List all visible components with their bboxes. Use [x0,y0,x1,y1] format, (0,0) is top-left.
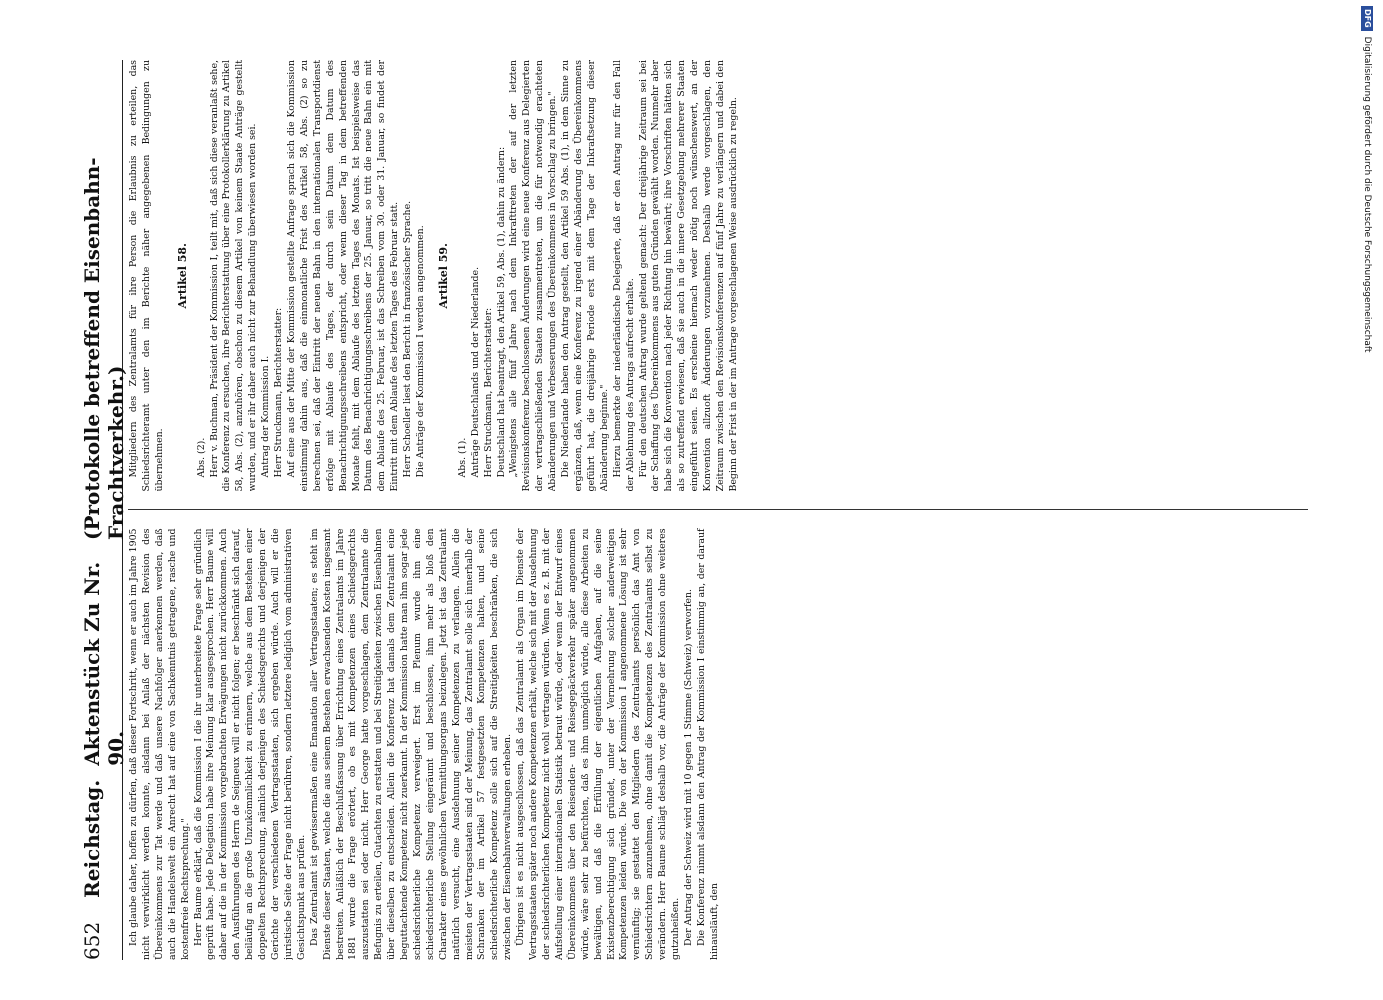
left-column [128,529,1308,961]
paragraph: Herr Struckmann, Berichterstatter: [273,307,285,478]
paragraph: Die Konferenz nimmt alsdann den Antrag der Kommission I einstimmig an, der darauf hinausläuft, den [695,528,720,960]
paragraph: Der Antrag der Schweiz wird mit 10 gegen 1 Stimme (Schweiz) verworfen. [682,589,694,946]
text-columns [128,60,1308,960]
paragraph: Abs. (1). [456,437,468,478]
page-number: 652 [80,921,104,960]
paragraph: Abs. (2). [195,437,207,478]
document-page [80,60,1310,960]
article-58-heading: Artikel 58. [175,243,189,309]
column-divider [128,510,1308,511]
paragraph: Hierzu bemerkte der niederländische Delegierte, daß er den Antrag nur für den Fall der Ablehnung des Antrags aufrecht erhalte. [611,60,636,492]
header-left: Reichstag. [80,779,104,898]
header-center: Aktenstück Zu Nr. 90. [80,561,128,766]
paragraph: Ich glaube daher, hoffen zu dürfen, daß dieser Fortschritt, wenn er auch im Jahre 1905 nicht verwirklicht werden konnte, alsdann bei Anlaß der nächsten Revision des Übereinkommens zur Tat werde und daß unsere Nachfolger anerkennen werden, daß auch die Handelswelt ein Anrecht hat auf eine von Sachkenntnis getragene, rasche und kostenfreie Rechtsprechung." [128,528,191,960]
paragraph: Anträge Deutschlands und der Niederlande. [469,266,481,478]
digitization-text: Digitalisierung gefördert durch die Deutsche Forschungsgemeinschaft [1362,36,1372,353]
right-column [128,60,1308,492]
paragraph: Herr Schoeller liest den Bericht in französischer Sprache. [402,200,414,478]
paragraph: Herr Struckmann, Berichterstatter: [482,307,494,478]
page-header [80,60,128,960]
paragraph: Auf eine aus der Mitte der Kommission gestellte Anfrage sprach sich die Kommission einstimmig dahin aus, daß die einmonatliche Frist des Artikel 58, Abs. (2) so zu berechnen sei, daß der Eintritt der neuen Bahn in den internationalen Transportdienst erfolge mit Ablaufe des Tages, der durch sein Datum dem Datum des Benachrichtigungsschreibens entspricht, oder wenn dieser Tag in dem betreffenden Monate fehlt, mit dem Ablaufe des letzten Tages des Monats. Ist beispielsweise das Datum des Benachrichtigungsschreibens der 25. Januar, so tritt die neue Bahn ein mit dem Ablaufe des 25. Februar, ist das Schreiben vom 30. oder 31. Januar, so findet der Eintritt mit dem Ablaufe des letzten Tages des Februar statt. [285,60,401,492]
paragraph: Die Anträge der Kommission I werden angenommen. [415,225,427,478]
digitization-note [1357,6,1377,766]
paragraph: „Wenigstens alle fünf Jahre nach dem Inkrafttreten der auf der letzten Revisionskonferenz beschlossenen Änderungen wird eine neue Konferenz aus Delegierten der vertragschließenden Staaten zusammentreten, um die für notwendig erachteten Abänderungen und Verbesserungen des Übereinkommens in Vorschlag zu bringen." [508,60,559,492]
paragraph: Herr v. Buchman, Präsident der Kommission I, teilt mit, daß sich diese veranlaßt sehe, die Konferenz zu ersuchen, ihre Berichterstattung über eine Protokollerklärung zu Artikel 58, Abs. (2), anzuhören, obschon zu diesem Artikel von keinem Staate Anträge gestellt wurden, und er ihr daher auch nicht zur Behandlung überwiesen worden sei. [208,60,259,492]
article-59-heading: Artikel 59. [436,243,450,309]
paragraph: Herr Baume erklärt, daß die Kommission I die ihr unterbreitete Frage sehr gründlich geprüft habe. Jede Delegation habe ihre Meinung klar ausgesprochen. Herr Baume will daher auf die in der Kommission vorgebrachten Erwägungen nicht zurückkommen. Auch den Ausführungen des Herrn de Seigneux will er nicht folgen; er beschränkt sich darauf, beiläufig an die große Unzukömmlichkeit zu erinnern, welche aus dem Bestehen einer doppelten Rechtsprechung, nämlich derjenigen des Schiedsgerichts und derjenigen der Gerichte der verschiedenen Vertragsstaaten, sich ergeben würde. Auch will er die juristische Seite der Frage nicht berühren, sondern letztere lediglich vom administrativen Gesichtspunkt aus prüfen. [192,528,307,960]
paragraph: Das Zentralamt ist gewissermaßen eine Emanation aller Vertragsstaaten; es steht im Dienste dieser Staaten, welche die aus seinem Bestehen erwachsenden Kosten insgesamt bestreiten. Anläßlich der Beschlußfassung über Errichtung eines Zentralamts im Jahre 1881 wurde die Frage erörtert, ob es mit Kompetenzen eines Schiedsgerichts auszustatten sei oder nicht. Herr George hatte vorgeschlagen, dem Zentralamte die Befugnis zu erteilen, Gutachten zu erstatten und bei Streitigkeiten zwischen Eisenbahnen über dieselben zu entscheiden. Allein die Konferenz hat damals dem Zentralamt eine beguttachtende Kompetenz nicht zuerkannt. In der Kommission hatte man ihm sogar jede schiedsrichterliche Kompetenz verweigert. Erst im Plenum wurde ihm eine schiedsrichterliche Stellung eingeräumt und beschlossen, ihm mehr als bloß den Charakter eines gewöhnlichen Vermittlungsorgans beizulegen. Jetzt ist das Zentralamt natürlich versucht, eine Ausdehnung seiner Kompetenzen zu verlangen. Allein die meisten der Vertragsstaaten sind der Meinung, das Zentralamt solle sich innerhalb der Schranken der im Artikel 57 festgesetzten Kompetenzen halten, und seine schiedsrichterliche Kompetenz solle sich auf die Streitigkeiten beschränken, die sich zwischen der Eisenbahnverwaltungen erheben. [308,528,514,960]
paragraph: Antrag der Kommission I. [260,355,272,478]
paragraph: Mitgliedern des Zentralamts für ihre Person die Erlaubnis zu erteilen, das Schiedsrichteramt unter den im Berichte näher angegebenen Bedingungen zu übernehmen. [128,60,165,492]
paragraph: Die Niederlande haben den Antrag gestellt, den Artikel 59 Abs. (1), in dem Sinne zu ergänzen, daß, wenn eine Konferenz zu irgend einer Abänderung des Übereinkommens geführt hat, die dreijährige Periode erst mit dem Tage der Inkraftsetzung dieser Abänderung beginne." [560,60,610,492]
paragraph: Für den deutschen Antrag wurde geltend gemacht: Der dreijährige Zeitraum sei bei der Schaffung des Übereinkommens aus guten Gründen gewählt worden. Nunmehr aber habe sich die Konvention nach jeder Richtung hin bewährt; ihre Vorschriften hätten sich als so zutreffend erwiesen, daß sie auch in die innere Gesetzgebung mehrerer Staaten eingeführt seien. Es erscheine hiernach weder nötig noch wünschenswert, an der Konvention allzuoft Änderungen vorzunehmen. Deshalb werde vorgeschlagen, den Zeitraum zwischen den Revisionskonferenzen auf fünf Jahre zu verlängern und dabei den Beginn der Frist in der im Antrage vorgeschlagenen Weise ausdrücklich zu regeln. [637,60,739,492]
paragraph: Übrigens ist es nicht ausgeschlossen, daß das Zentralamt als Organ im Dienste der Vertragsstaaten später noch andere Kompetenzen erhält, welche sich mit der Ausdehnung der schiedsrichterlichen Kompetenz nicht wohl vertragen würden. Wenn es z. B. mit der Aufstellung einer internationalen Statistik betraut würde, oder wenn der Entwurf eines Übereinkommens über den Reisenden- und Reisegepäckverkehr später angenommen würde, wäre sehr zu befürchten, daß es ihm unmöglich würde, alle diese Arbeiten zu bewältigen, und daß die Erfüllung der eigentlichen Aufgaben, auf die seine Existenzberechtigung sich gründet, unter der Vermehrung solcher anderweitigen Kompetenzen leiden würde. Die von der Kommission I angenommene Lösung ist sehr vernünftig; sie gestattet den Mitgliedern des Zentralamts persönlich das Amt von Schiedsrichtern anzunehmen, ohne damit die Kompetenzen des Zentralamts selbst zu verändern. Herr Baume schlägt deshalb vor, die Anträge der Kommission ohne weiteres gutzuheißen. [515,528,682,960]
paragraph: Deutschland hat beantragt, den Artikel 59, Abs. (1), dahin zu ändern: [495,146,507,478]
header-right: (Protokolle betreffend Eisenbahn-Frachtverkehr.) [80,157,128,540]
dfg-logo: DFG [1361,6,1373,31]
